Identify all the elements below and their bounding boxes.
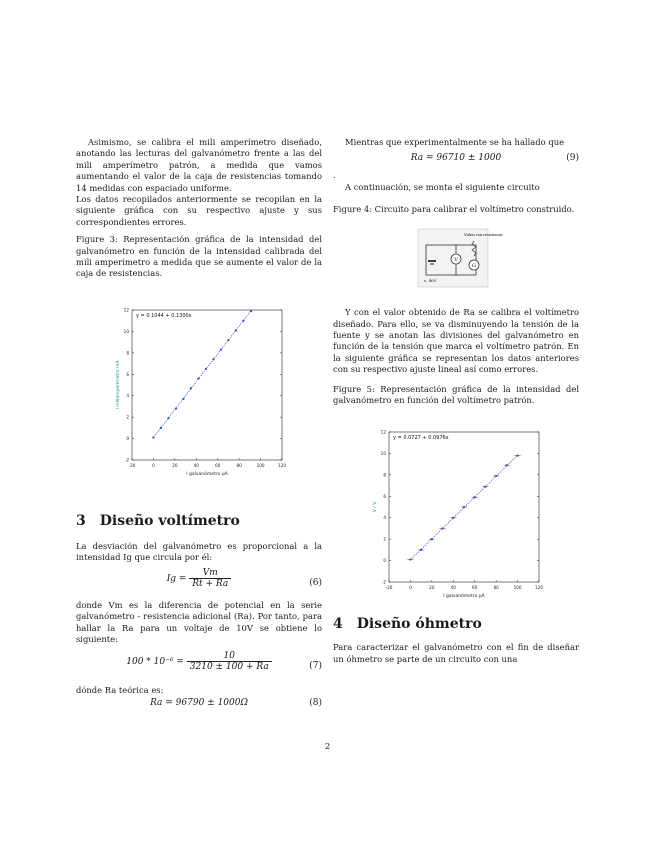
- equation-9: [333, 152, 579, 172]
- stray-dot: .: [333, 170, 336, 181]
- x-tick-label: 40: [193, 462, 199, 468]
- left-column: [76, 137, 322, 715]
- paragraph: Mientras que experimentalmente se ha hallado que: [345, 137, 565, 147]
- figure-5-svg: [363, 426, 548, 598]
- right-column: [333, 137, 579, 665]
- y-tick-label: 0: [383, 558, 386, 564]
- data-point: [182, 398, 184, 400]
- data-point: [495, 475, 497, 477]
- eq-lhs: Ig =: [166, 573, 187, 584]
- data-point: [431, 539, 433, 541]
- y-tick-label: 4: [383, 515, 386, 521]
- y-axis-label: V / V: [373, 502, 378, 513]
- data-point: [463, 506, 465, 508]
- y-tick-label: -2: [381, 579, 386, 585]
- chart-title: y = 0.1044 + 0.1300x: [136, 312, 192, 319]
- y-tick-label: 4: [126, 393, 129, 399]
- voltmeter-symbol: V: [454, 257, 458, 264]
- equation-6: [76, 566, 322, 600]
- denominator: Rt + Ra: [192, 578, 229, 589]
- y-tick-label: 2: [383, 537, 386, 543]
- paragraph: Y con el valor obtenido de Ra se calibra el voltímetro diseñado. Para ello, se va disminuyendo la tensión de la fuente y se anotan las divisiones del galvanómetro en función de la tensión que marca el voltímetro patrón. En la siguiente gráfica se representan los datos anteriores con su respectivo ajuste lineal así como errores.: [333, 307, 579, 375]
- y-tick-label: 10: [123, 328, 129, 334]
- page-number: 2: [324, 741, 331, 751]
- paragraph: Los datos recopilados anteriormente se recopilan en la siguiente gráfica con su respectivo ajuste y sus correspondientes errores.: [76, 194, 322, 227]
- data-point: [197, 377, 199, 379]
- y-tick-label: 12: [380, 429, 386, 435]
- y-tick-label: 8: [126, 350, 129, 356]
- data-point: [160, 427, 162, 429]
- data-point: [152, 436, 154, 438]
- x-axis-label: I galvanómetro µA: [186, 471, 228, 477]
- x-tick-label: 40: [450, 585, 456, 591]
- section-title: Diseño voltímetro: [99, 512, 240, 529]
- numerator: Vm: [189, 568, 231, 579]
- data-point: [484, 486, 486, 488]
- data-point: [452, 517, 454, 519]
- y-axis-label: I miliamperímetro mA: [116, 360, 121, 410]
- x-tick-label: 120: [278, 462, 286, 468]
- equation-number: (9): [566, 153, 579, 164]
- y-tick-label: 2: [126, 414, 129, 420]
- paragraph: Asimismo, se calibra el mili amperímetro diseñado, anotando las lecturas del galvanómetro frente a las del mili amperímetro patrón, a medida que vamos aumentando el valor de la caja de resistencias tomando 14 medidas con espaciado uniforme.: [76, 137, 322, 193]
- section-number: 3: [76, 512, 86, 529]
- equation-number: (8): [309, 697, 322, 708]
- x-tick-label: 80: [493, 585, 499, 591]
- equation-8: [76, 697, 322, 715]
- section-4-heading: [333, 616, 579, 632]
- circuit-resistance-label: Vidrio con resistencia: [464, 233, 503, 238]
- denominator: 3210 ± 100 + Ra: [189, 662, 269, 673]
- eq-body: Ra = 96790 ± 1000Ω: [150, 697, 248, 708]
- figure-4-caption: Figure 4: Circuito para calibrar el voltímetro construido.: [333, 203, 575, 214]
- y-tick-label: 10: [380, 451, 386, 457]
- section-3-heading: [76, 513, 322, 529]
- x-tick-label: -20: [385, 585, 393, 591]
- figure-5-caption: Figure 5: Representación gráfica de la intensidad del galvanómetro en función del voltímetro patrón.: [333, 383, 579, 406]
- x-tick-label: 120: [535, 585, 543, 591]
- x-tick-label: 20: [429, 585, 435, 591]
- circuit-source-label: ε, 40V: [424, 278, 437, 284]
- x-tick-label: 100: [256, 462, 265, 468]
- data-point: [441, 528, 443, 530]
- x-tick-label: 20: [172, 462, 178, 468]
- equation-number: (7): [309, 661, 322, 672]
- data-point: [506, 465, 508, 467]
- y-tick-label: 0: [126, 435, 129, 441]
- eq-lhs: 100 * 10⁻⁶ =: [126, 657, 184, 668]
- x-tick-label: 80: [236, 462, 242, 468]
- paragraph: donde Vm es la diferencia de potencial en la serie galvanómetro - resistencia adicional (Ra). Por tanto, para hallar la Ra para un voltaje de 10V se obtiene lo siguiente:: [76, 599, 322, 644]
- data-point: [175, 407, 177, 409]
- figure-3-chart: [116, 304, 322, 483]
- y-tick-label: 12: [123, 307, 129, 313]
- data-point: [220, 348, 222, 350]
- data-point: [190, 387, 192, 389]
- x-axis-label: I galvanómetro µA: [443, 594, 485, 600]
- circuit-svg: [418, 229, 503, 287]
- data-point: [474, 497, 476, 499]
- galvanometer-symbol: G: [472, 263, 476, 270]
- figure-5-chart: [363, 426, 579, 602]
- data-point: [205, 368, 207, 370]
- data-point: [420, 549, 422, 551]
- y-tick-label: 6: [126, 371, 129, 377]
- fraction: [187, 651, 272, 672]
- data-point: [167, 417, 169, 419]
- section-number: 4: [333, 616, 343, 633]
- x-tick-label: 60: [472, 585, 478, 591]
- y-tick-label: 8: [383, 472, 386, 478]
- data-point: [250, 310, 252, 312]
- section-title: Diseño óhmetro: [356, 616, 482, 633]
- figure-4-circuit: [418, 229, 503, 287]
- data-point: [235, 329, 237, 331]
- x-tick-label: 100: [513, 585, 522, 591]
- data-point: [516, 455, 518, 457]
- paragraph: La desviación del galvanómetro es proporcional a la intensidad Ig que circula por él:: [76, 540, 322, 563]
- figure-3-caption: Figure 3: Representación gráfica de la intensidad del galvanómetro en función de la intensidad calibrada del mili amperímetro a medida que se aumente el valor de la caja de resistencias.: [76, 234, 322, 279]
- chart-title: y = 0.0727 + 0.0976x: [393, 435, 449, 442]
- x-tick-label: 0: [152, 462, 155, 468]
- data-point: [242, 319, 244, 321]
- numerator: 10: [187, 651, 272, 662]
- paragraph: Para caracterizar el galvanómetro con el fin de diseñar un óhmetro se parte de un circuito con una: [333, 642, 579, 664]
- data-point: [227, 339, 229, 341]
- paragraph: A continuación, se monta el siguiente circuito: [345, 182, 540, 193]
- data-point: [409, 559, 411, 561]
- x-tick-label: 0: [409, 585, 412, 591]
- x-tick-label: 60: [215, 462, 221, 468]
- equation-number: (6): [309, 577, 322, 588]
- y-tick-label: 6: [383, 494, 386, 500]
- fraction: [189, 568, 231, 589]
- y-tick-label: -2: [124, 457, 129, 463]
- x-tick-label: -20: [128, 462, 136, 468]
- paragraph: dónde Ra teórica es:: [76, 685, 164, 696]
- data-point: [212, 358, 214, 360]
- equation-7: [76, 649, 322, 685]
- figure-3-svg: [116, 304, 286, 479]
- eq-body: Ra = 96710 ± 1000: [410, 153, 502, 164]
